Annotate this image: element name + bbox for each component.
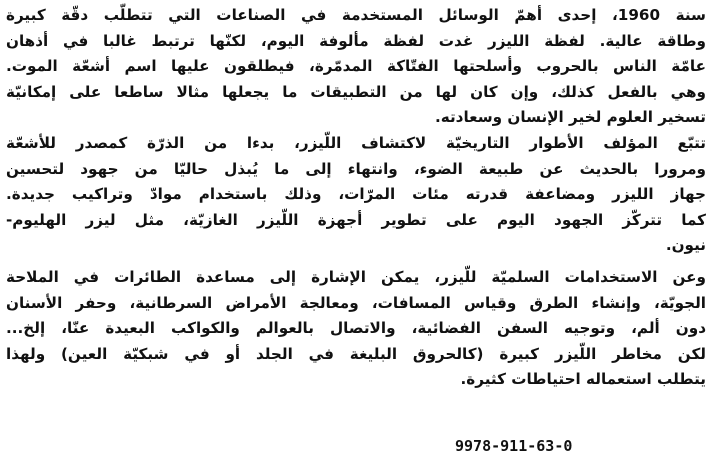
paragraph-2-line-1: تتبّع المؤلف الأطوار التاريخيّة لاكتشاف اللّيزر، بدءا من الذرّة كمصدر للأشعّة — [6, 133, 706, 152]
paragraph-2-line-4: كما تتركّز الجهود اليوم على تطوير أجهزة اللّيزر الغازيّة، مثل ليزر الهليوم- — [6, 210, 706, 229]
paragraph-2-line-3: جهاز الليزر ومضاعفة قدرته مئات المرّات، وذلك باستخدام موادّ وتراكيب جديدة. — [6, 185, 706, 204]
paragraph-3-line-5: يتطلب استعماله احتياطات كثيرة. — [460, 370, 706, 389]
paragraph-1-line-3: عامّة الناس بالحروب وأسلحتها الفتّاكة المدمّرة، فيطلقون عليها اسم أشعّة الموت. — [6, 57, 706, 76]
paragraph-1-line-2: وطاقة عالية. لفظة الليزر غدت لفظة مألوفة اليوم، لكنّها ترتبط غالبا في أذهان — [6, 31, 706, 50]
paragraph-2-line-5: نيون. — [665, 236, 706, 255]
paragraph-1-line-4: وهي بالفعل كذلك، وإن كان لها من التطبيقات ما يجعلها مثالا ساطعا على إمكانيّة — [6, 82, 706, 101]
paragraph-3-line-3: دون ألم، وتوجيه السفن الفضائية، والاتصال بالعوالم والكواكب البعيدة عنّا، إلخ... — [6, 319, 706, 338]
isbn-number: 9978-911-63-0 — [455, 437, 573, 455]
body-text — [6, 3, 706, 393]
paragraph-2-line-2: ومرورا بالحديث عن طبيعة الضوء، وانتهاء إلى ما يُبذل حاليّا من جهود لتحسين — [6, 159, 706, 178]
paragraph-1-line-5: تسخير العلوم لخير الإنسان وسعادته. — [435, 108, 706, 127]
paragraph-1-line-1: سنة 1960، إحدى أهمّ الوسائل المستخدمة في الصناعات التي تتطلّب دقّة كبيرة — [6, 6, 706, 24]
paragraph-3-line-1: وعن الاستخدامات السلميّة للّيزر، يمكن الإشارة إلى مساعدة الطائرات في الملاحة — [6, 267, 706, 286]
paragraph-3-line-4: لكن مخاطر اللّيزر كبيرة (كالحروق البليغة في الجلد أو في شبكيّة العين) ولهذا — [6, 344, 706, 363]
paragraph-3-line-2: الجويّة، وإنشاء الطرق وقياس المسافات، ومعالجة الأمراض السرطانية، وحفر الأسنان — [6, 293, 706, 312]
